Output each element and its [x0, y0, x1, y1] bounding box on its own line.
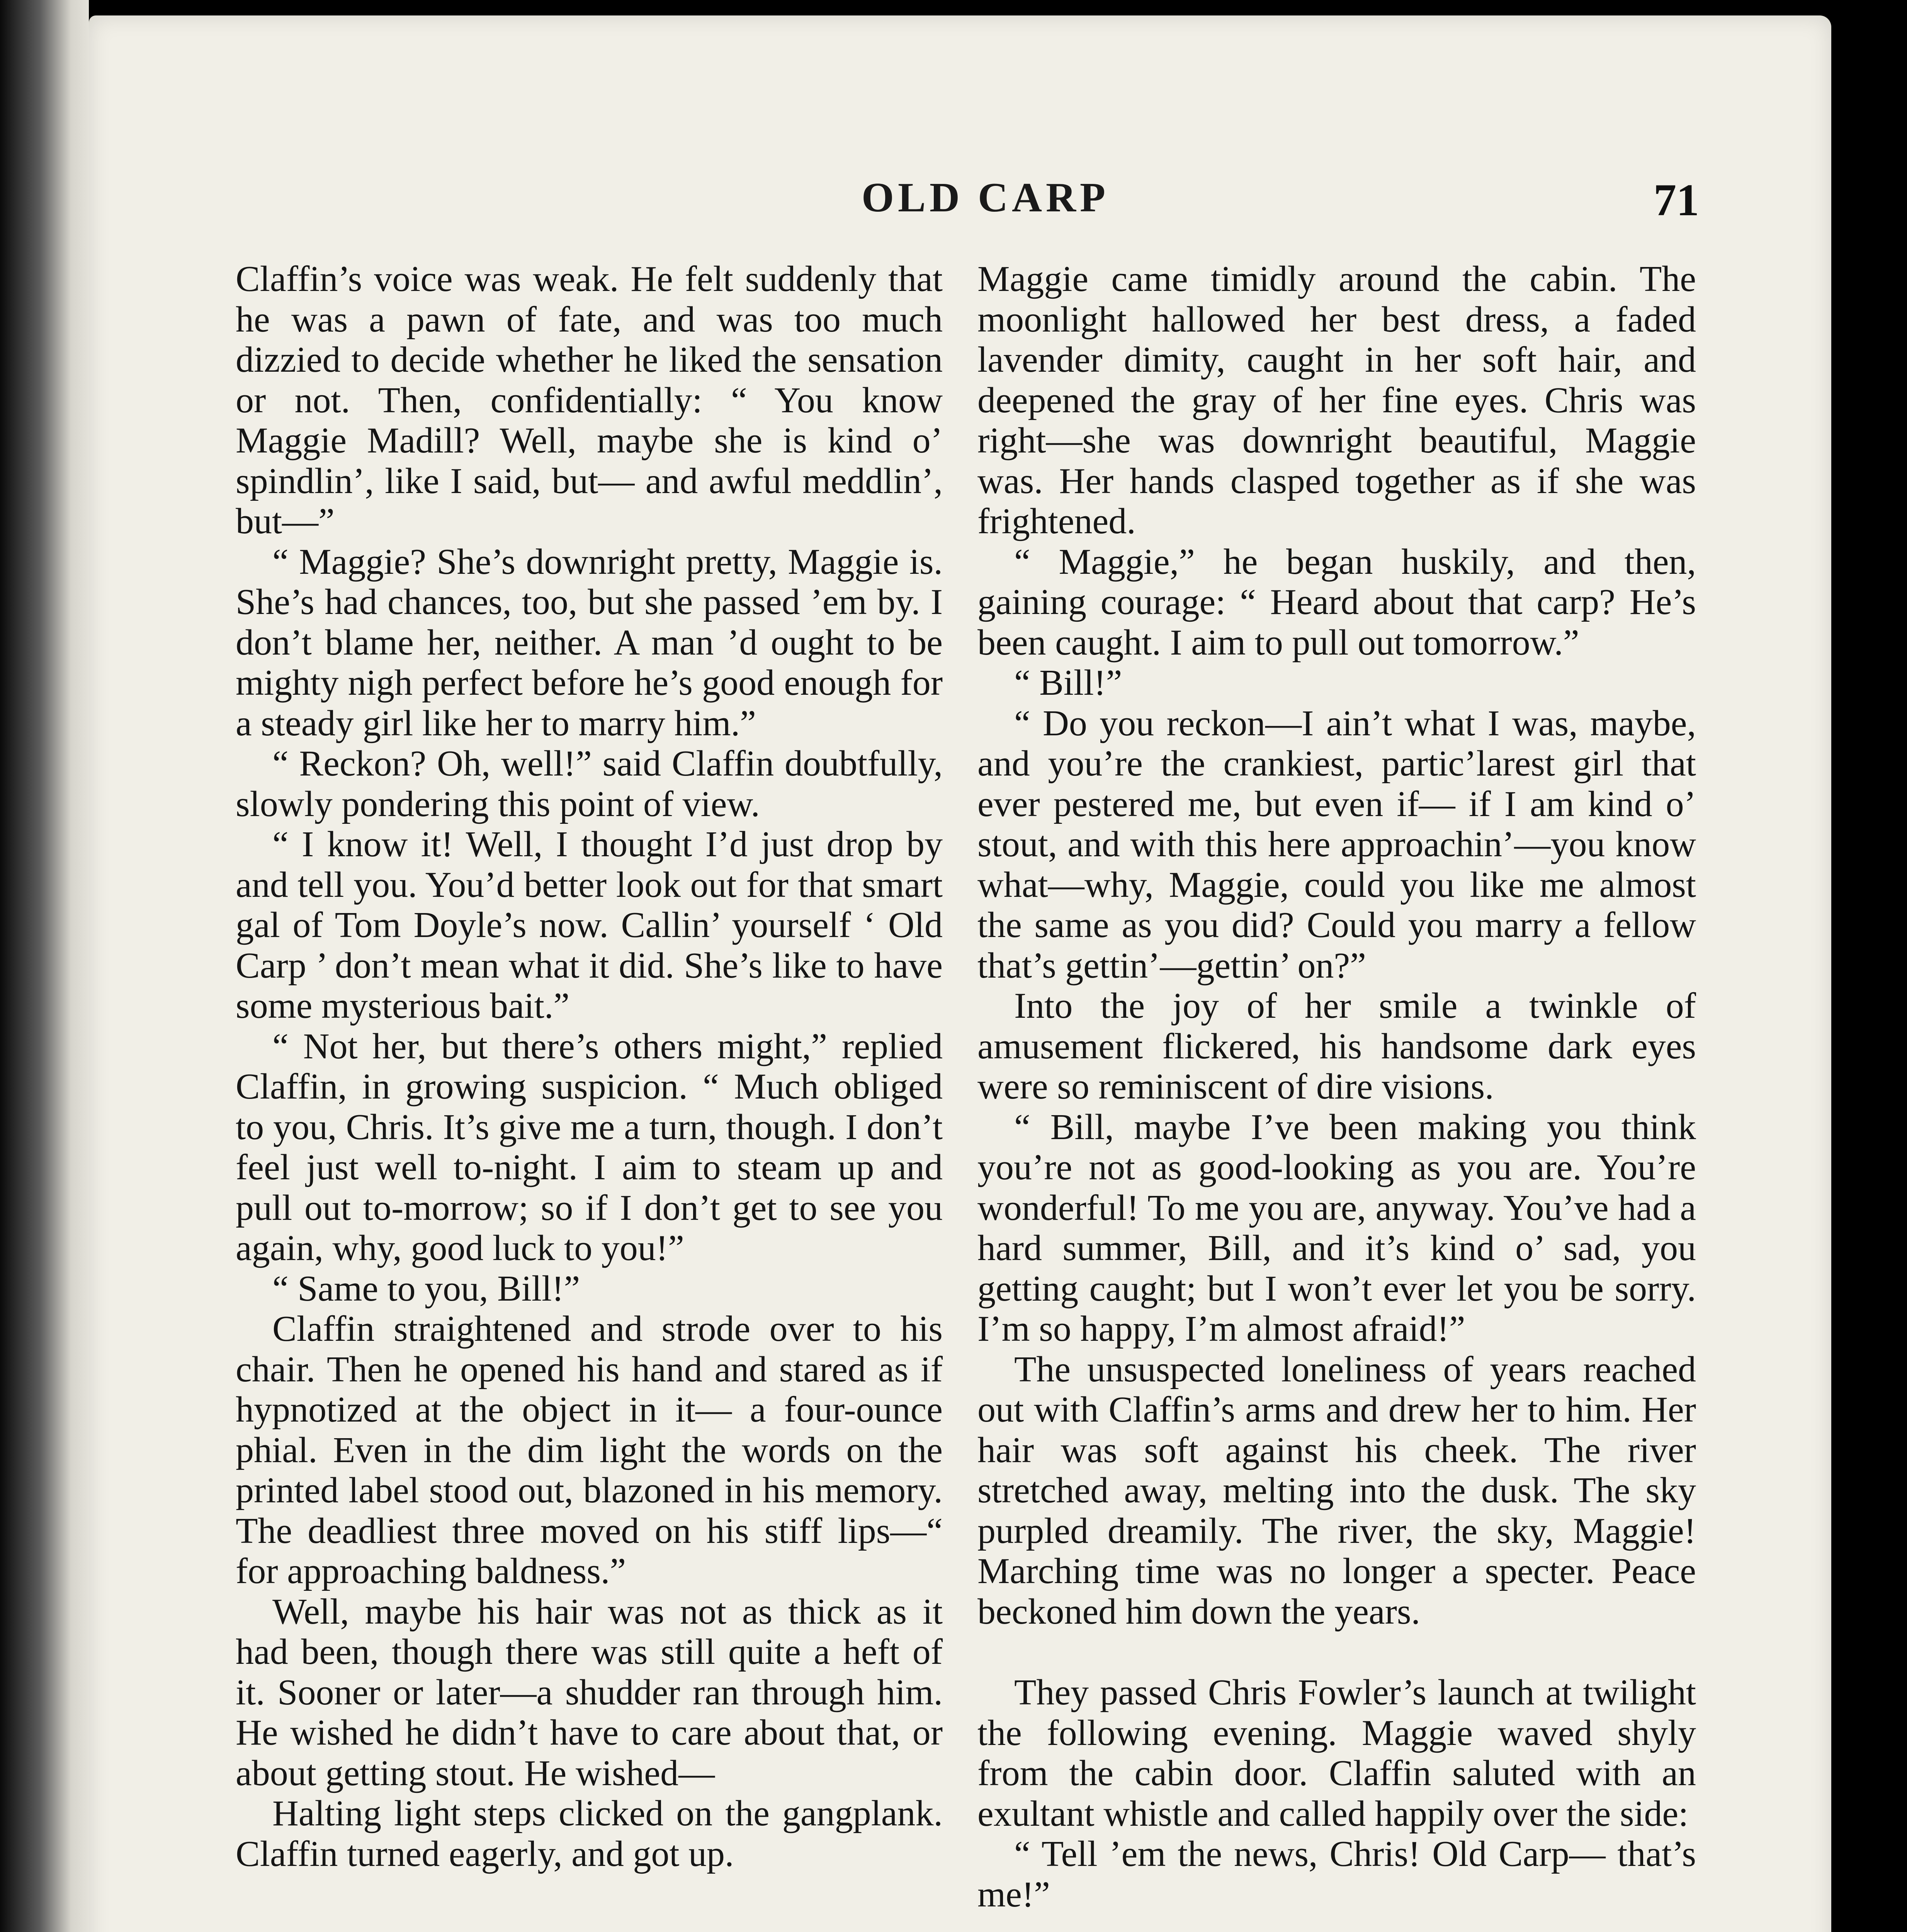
paragraph: Halting light steps clicked on the gangplank. Claffin turned eagerly, and got up. — [236, 1793, 943, 1874]
paragraph: Into the joy of her smile a twinkle of amusement flickered, his handsome dark eyes were so reminiscent of dire visions. — [977, 986, 1696, 1107]
paragraph: Claffin’s voice was weak. He felt suddenly that he was a pawn of fate, and was too much dizzied to decide whether he liked the sensation or not. Then, confidentially: “ You know Maggie Madill? Well, maybe she is kind o’ spindlin’, like I said, but— and awful meddlin’, but—” — [236, 259, 943, 541]
paragraph: “ Reckon? Oh, well!” said Claffin doubtfully, slowly pondering this point of view. — [236, 743, 943, 824]
paragraph: “ Not her, but there’s others might,” replied Claffin, in growing suspicion. “ Much obliged to you, Chris. It’s give me a turn, though. I don’t feel just well to-night. I aim to steam up and pull out to-morrow; so if I don’t get to see you again, why, good luck to you!” — [236, 1026, 943, 1268]
paragraph: Claffin straightened and strode over to his chair. Then he opened his hand and stared as if hypnotized at the object in it— a four-ounce phial. Even in the dim light the words on the printed label stood out, blazoned in his memory. The deadliest three moved on his stiff lips—“ for approaching baldness.” — [236, 1309, 943, 1591]
running-title: OLD CARP — [862, 175, 1109, 221]
paragraph: “ I know it! Well, I thought I’d just drop by and tell you. You’d better look out for that smart gal of Tom Doyle’s now. Callin’ yourself ‘ Old Carp ’ don’t mean what it did. She’s like to have some mysterious bait.” — [236, 824, 943, 1026]
paragraph: Well, maybe his hair was not as thick as it had been, though there was still quite a heft of it. Sooner or later—a shudder ran through him. He wished he didn’t have to care about that, or about getting stout. He wished— — [236, 1591, 943, 1793]
paragraph: “ Same to you, Bill!” — [272, 1268, 580, 1309]
page-number: 71 — [1654, 175, 1699, 225]
story-column-left — [236, 259, 943, 1874]
paragraph: “ Tell ’em the news, Chris! Old Carp— that’s me!” — [977, 1834, 1696, 1915]
paragraph: Maggie came timidly around the cabin. The moonlight hallowed her best dress, a faded lavender dimity, caught in her soft hair, and deepened the gray of her fine eyes. Chris was right—she was downright beautiful, Maggie was. Her hands clasped together as if she was frightened. — [977, 259, 1696, 541]
paragraph: “ Do you reckon—I ain’t what I was, maybe, and you’re the crankiest, partic’larest girl that ever pestered me, but even if— if I am kind o’ stout, and with this here approachin’—you know what—why, Maggie, could you like me almost the same as you did? Could you marry a fellow that’s gettin’—gettin’ on?” — [977, 703, 1696, 986]
book-spine-shadow — [0, 0, 89, 1932]
paragraph: “ Maggie? She’s downright pretty, Maggie is. She’s had chances, too, but she passed ’em by. I don’t blame her, neither. A man ’d ought to be mighty nigh perfect before he’s good enough for a steady girl like her to marry him.” — [236, 541, 943, 743]
paragraph: “ Maggie,” he began huskily, and then, gaining courage: “ Heard about that carp? He’s been caught. I aim to pull out tomorrow.” — [977, 541, 1696, 663]
paragraph: “ Bill, maybe I’ve been making you think you’re not as good-looking as you are. You’re wonderful! To me you are, anyway. You’ve had a hard summer, Bill, and it’s kind o’ sad, you getting caught; but I won’t ever let you be sorry. I’m so happy, I’m almost afraid!” — [977, 1107, 1696, 1349]
story-column-right — [977, 259, 1696, 1915]
paragraph: The unsuspected loneliness of years reached out with Claffin’s arms and drew her to him. Her hair was soft against his cheek. The river stretched away, melting into the dusk. The sky purpled dreamily. The river, the sky, Maggie! Marching time was no longer a specter. Peace beckoned him down the years. — [977, 1349, 1696, 1632]
paragraph: They passed Chris Fowler’s launch at twilight the following evening. Maggie waved shyly from the cabin door. Claffin saluted with an exultant whistle and called happily over the side: — [977, 1672, 1696, 1834]
paragraph: “ Bill!” — [1014, 663, 1122, 703]
